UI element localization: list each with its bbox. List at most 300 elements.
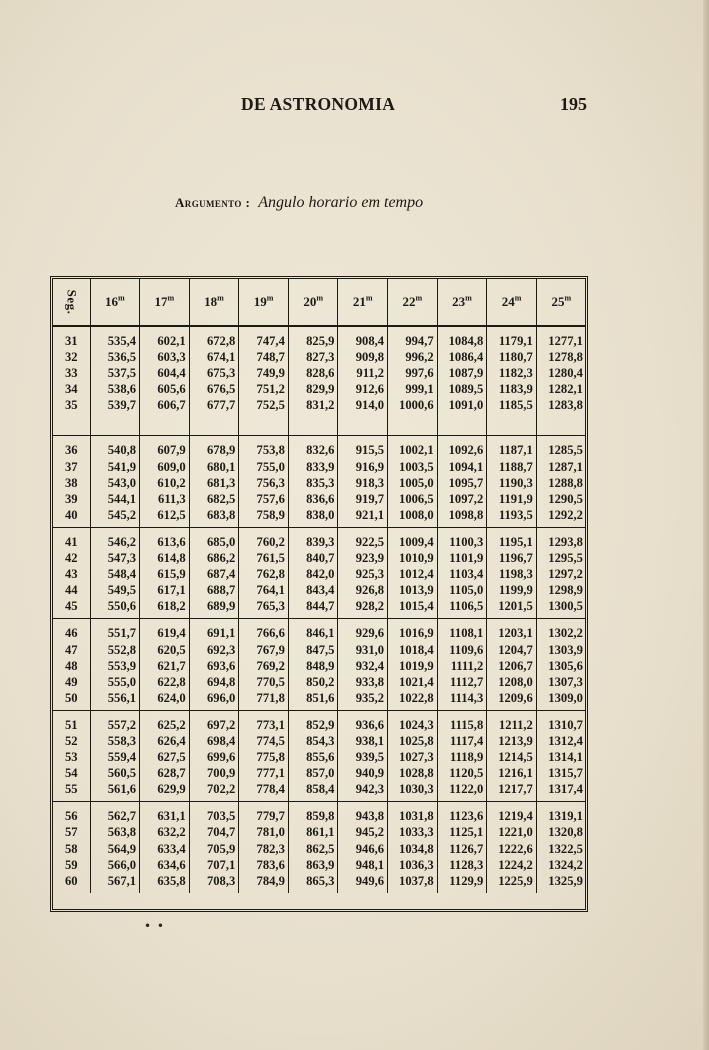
value-cell: 1123,6 [437,802,487,825]
value-cell: 563,8 [90,824,140,840]
minute-column-number: 21 [352,294,366,309]
value-cell: 540,8 [90,436,140,459]
value-cell: 912,6 [338,381,388,397]
value-cell: 556,1 [90,690,140,711]
table-row [53,749,586,765]
value-cell: 1198,3 [487,566,537,582]
minute-column-header [239,279,289,326]
value-cell: 775,8 [239,749,289,765]
value-cell: 1302,2 [536,619,586,642]
value-cell: 914,0 [338,397,388,436]
value-cell: 918,3 [338,475,388,491]
value-cell: 564,9 [90,841,140,857]
value-cell: 702,2 [189,781,239,802]
value-cell: 1100,3 [437,527,487,550]
value-cell: 1214,5 [487,749,537,765]
value-cell: 1208,0 [487,674,537,690]
minute-column-number: 19 [253,294,267,309]
value-cell: 946,6 [338,841,388,857]
value-cell: 555,0 [90,674,140,690]
value-cell: 680,1 [189,459,239,475]
value-cell: 1298,9 [536,582,586,598]
table-row [53,733,586,749]
value-cell: 1180,7 [487,349,537,365]
value-cell: 1128,3 [437,857,487,873]
value-cell: 851,6 [288,690,338,711]
table-row [53,491,586,507]
value-cell: 755,0 [239,459,289,475]
value-cell: 911,2 [338,365,388,381]
value-cell: 781,0 [239,824,289,840]
minute-column-number: 16 [104,294,118,309]
table-row [53,781,586,802]
value-cell: 550,6 [90,598,140,619]
minute-column-unit: m [514,293,522,303]
seconds-cell: 50 [53,690,90,711]
value-cell: 1221,0 [487,824,537,840]
table-row [53,824,586,840]
value-cell: 948,1 [338,857,388,873]
minute-column-header [536,279,586,326]
seconds-cell: 32 [64,350,78,365]
value-cell: 926,8 [338,582,388,598]
value-cell: 681,3 [189,475,239,491]
minute-column-number: 17 [154,294,168,309]
value-cell: 1196,7 [487,550,537,566]
value-cell: 541,9 [90,459,140,475]
minute-column-unit: m [316,293,323,303]
value-cell: 1320,8 [536,824,586,840]
value-cell: 535,4 [90,326,140,349]
value-cell: 700,9 [189,765,239,781]
value-cell: 618,2 [140,598,190,619]
value-cell: 747,4 [239,326,289,349]
value-cell: 1325,9 [536,873,586,893]
value-cell: 765,3 [239,598,289,619]
value-cell: 1006,5 [388,491,438,507]
value-cell: 1003,5 [388,459,438,475]
value-cell: 609,0 [140,459,190,475]
table-row [53,527,586,550]
value-cell: 925,3 [338,566,388,582]
table-row [53,674,586,690]
value-cell: 1125,1 [437,824,487,840]
value-cell: 756,3 [239,475,289,491]
value-cell: 561,6 [90,781,140,802]
value-cell: 1091,0 [437,397,487,436]
minute-column-unit: m [415,293,423,303]
value-cell: 1010,9 [388,550,438,566]
seconds-cell: 57 [64,825,78,840]
value-cell: 631,1 [140,802,190,825]
value-cell: 761,5 [239,550,289,566]
minute-column-number: 25 [551,294,565,309]
page-header [0,94,709,120]
seconds-cell: 36 [64,443,78,458]
value-cell: 1106,5 [437,598,487,619]
value-cell: 1219,4 [487,802,537,825]
value-cell: 1034,8 [388,841,438,857]
running-title: DE ASTRONOMIA [241,94,396,114]
table-row [53,658,586,674]
minute-column-unit: m [266,293,274,303]
value-cell: 771,8 [239,690,289,711]
table-row [53,857,586,873]
value-cell: 1024,3 [388,710,438,733]
value-cell: 1179,1 [487,326,537,349]
value-cell: 1028,8 [388,765,438,781]
value-cell: 1213,9 [487,733,537,749]
value-cell: 686,2 [189,550,239,566]
value-cell: 1295,5 [536,550,586,566]
value-cell: 752,5 [239,397,289,436]
value-cell: 1185,5 [487,397,537,436]
value-cell: 558,3 [90,733,140,749]
value-cell: 945,2 [338,824,388,840]
value-cell: 543,0 [90,475,140,491]
value-cell: 605,6 [140,381,190,397]
value-cell: 1303,9 [536,642,586,658]
minute-column-number: 18 [204,294,218,309]
value-cell: 683,8 [189,507,239,528]
value-cell: 707,1 [189,857,239,873]
value-cell: 694,8 [189,674,239,690]
value-cell: 908,4 [338,326,388,349]
value-cell: 1297,2 [536,566,586,582]
table-row [53,690,586,711]
table-row [53,765,586,781]
value-cell: 994,7 [388,326,438,349]
value-cell: 1283,8 [536,397,586,436]
value-cell: 548,4 [90,566,140,582]
value-cell: 857,0 [288,765,338,781]
table-row [53,436,586,459]
value-cell: 622,8 [140,674,190,690]
value-cell: 604,4 [140,365,190,381]
value-cell: 1129,9 [437,873,487,893]
seconds-cell: 54 [64,766,78,781]
table-header-row [53,279,586,326]
value-cell: 1203,1 [487,619,537,642]
value-cell: 850,2 [288,674,338,690]
value-cell: 1013,9 [388,582,438,598]
value-cell: 1037,8 [388,873,438,893]
value-cell: 551,7 [90,619,140,642]
value-cell: 1120,5 [437,765,487,781]
value-cell: 932,4 [338,658,388,674]
value-cell: 674,1 [189,349,239,365]
minute-column-header [338,279,388,326]
value-cell: 919,7 [338,491,388,507]
table-row [53,397,586,436]
value-cell: 635,8 [140,873,190,893]
value-cell: 764,1 [239,582,289,598]
value-cell: 611,3 [140,491,190,507]
value-cell: 704,7 [189,824,239,840]
value-cell: 1322,5 [536,841,586,857]
ephemeris-table-frame [50,276,588,912]
table-row [53,710,586,733]
value-cell: 545,2 [90,507,140,528]
minute-column-number: 20 [303,294,317,309]
table-row [53,642,586,658]
value-cell: 675,3 [189,365,239,381]
value-cell: 1112,7 [437,674,487,690]
value-cell: 1012,4 [388,566,438,582]
value-cell: 689,9 [189,598,239,619]
value-cell: 777,1 [239,765,289,781]
value-cell: 861,1 [288,824,338,840]
value-cell: 1009,4 [388,527,438,550]
value-cell: 999,1 [388,381,438,397]
value-cell: 782,3 [239,841,289,857]
table-row [53,619,586,642]
value-cell: 1278,8 [536,349,586,365]
value-cell: 1287,1 [536,459,586,475]
seconds-cell: 59 [64,857,78,872]
table-row [53,802,586,825]
value-cell: 1292,2 [536,507,586,528]
table-row [53,459,586,475]
argument-value: Angulo horario em tempo [258,194,424,211]
value-cell: 1224,2 [487,857,537,873]
value-cell: 858,4 [288,781,338,802]
value-cell: 859,8 [288,802,338,825]
value-cell: 629,9 [140,781,190,802]
value-cell: 692,3 [189,642,239,658]
table-row [53,873,586,893]
value-cell: 1089,5 [437,381,487,397]
value-cell: 748,7 [239,349,289,365]
value-cell: 1209,6 [487,690,537,711]
value-cell: 687,4 [189,566,239,582]
value-cell: 1307,3 [536,674,586,690]
table-row [53,566,586,582]
value-cell: 620,5 [140,642,190,658]
value-cell: 562,7 [90,802,140,825]
value-cell: 678,9 [189,436,239,459]
table-row [53,381,586,397]
minute-column-header [90,279,140,326]
value-cell: 1015,4 [388,598,438,619]
value-cell: 624,0 [140,690,190,711]
seconds-cell: 44 [64,583,78,598]
seconds-cell: 48 [64,658,78,673]
value-cell: 1206,7 [487,658,537,674]
value-cell: 1211,2 [487,710,537,733]
value-cell: 1094,1 [437,459,487,475]
value-cell: 854,3 [288,733,338,749]
table-row [53,598,586,619]
value-cell: 685,0 [189,527,239,550]
value-cell: 762,8 [239,566,289,582]
value-cell: 1036,3 [388,857,438,873]
seconds-cell: 41 [64,534,78,549]
value-cell: 1199,9 [487,582,537,598]
value-cell: 842,0 [288,566,338,582]
value-cell: 612,5 [140,507,190,528]
value-cell: 615,9 [140,566,190,582]
value-cell: 1033,3 [388,824,438,840]
seconds-cell: 35 [53,397,90,436]
value-cell: 607,9 [140,436,190,459]
value-cell: 1086,4 [437,349,487,365]
value-cell: 751,2 [239,381,289,397]
value-cell: 1288,8 [536,475,586,491]
value-cell: 847,5 [288,642,338,658]
value-cell: 1191,9 [487,491,537,507]
value-cell: 783,6 [239,857,289,873]
value-cell: 1002,1 [388,436,438,459]
value-cell: 1190,3 [487,475,537,491]
argument-label: Argumento : [175,195,251,210]
value-cell: 625,2 [140,710,190,733]
seconds-cell: 40 [53,507,90,528]
value-cell: 929,6 [338,619,388,642]
minute-column-unit: m [365,293,373,303]
value-cell: 1187,1 [487,436,537,459]
minute-column-unit: m [465,293,472,303]
value-cell: 936,6 [338,710,388,733]
minute-column-header [288,279,338,326]
value-cell: 1103,4 [437,566,487,582]
value-cell: 770,5 [239,674,289,690]
value-cell: 1005,0 [388,475,438,491]
value-cell: 1277,1 [536,326,586,349]
value-cell: 677,7 [189,397,239,436]
table-row [53,349,586,365]
value-cell: 626,4 [140,733,190,749]
value-cell: 928,2 [338,598,388,619]
seconds-cell: 37 [64,459,78,474]
value-cell: 862,5 [288,841,338,857]
value-cell: 1182,3 [487,365,537,381]
value-cell: 1225,9 [487,873,537,893]
printer-marks: • • [144,919,165,933]
value-cell: 1201,5 [487,598,537,619]
minute-column-header [437,279,487,326]
value-cell: 634,6 [140,857,190,873]
seconds-cell: 55 [53,781,90,802]
value-cell: 852,9 [288,710,338,733]
minute-column-number: 22 [402,294,416,309]
minute-column-header [487,279,537,326]
minute-column-header [189,279,239,326]
value-cell: 691,1 [189,619,239,642]
value-cell: 749,9 [239,365,289,381]
seconds-column-label: Seg. [64,289,80,315]
value-cell: 784,9 [239,873,289,893]
value-cell: 1022,8 [388,690,438,711]
minute-column-unit: m [217,293,224,303]
value-cell: 766,6 [239,619,289,642]
value-cell: 603,3 [140,349,190,365]
value-cell: 1314,1 [536,749,586,765]
value-cell: 552,8 [90,642,140,658]
value-cell: 778,4 [239,781,289,802]
seconds-cell: 42 [64,551,78,566]
value-cell: 938,1 [338,733,388,749]
value-cell: 1021,4 [388,674,438,690]
value-cell: 836,6 [288,491,338,507]
value-cell: 865,3 [288,873,338,893]
value-cell: 1095,7 [437,475,487,491]
table-row [53,582,586,598]
value-cell: 1027,3 [388,749,438,765]
value-cell: 1293,8 [536,527,586,550]
value-cell: 942,3 [338,781,388,802]
value-cell: 1084,8 [437,326,487,349]
value-cell: 688,7 [189,582,239,598]
value-cell: 760,2 [239,527,289,550]
value-cell: 602,1 [140,326,190,349]
value-cell: 1290,5 [536,491,586,507]
value-cell: 621,7 [140,658,190,674]
value-cell: 855,6 [288,749,338,765]
seconds-cell: 60 [64,873,78,888]
seconds-cell: 49 [64,674,78,689]
value-cell: 696,0 [189,690,239,711]
value-cell: 614,8 [140,550,190,566]
value-cell: 996,2 [388,349,438,365]
value-cell: 940,9 [338,765,388,781]
value-cell: 753,8 [239,436,289,459]
value-cell: 703,5 [189,802,239,825]
value-cell: 1030,3 [388,781,438,802]
value-cell: 829,9 [288,381,338,397]
value-cell: 1025,8 [388,733,438,749]
value-cell: 840,7 [288,550,338,566]
value-cell: 1117,4 [437,733,487,749]
value-cell: 825,9 [288,326,338,349]
value-cell: 1285,5 [536,436,586,459]
seconds-cell: 58 [64,841,78,856]
value-cell: 1114,3 [437,690,487,711]
value-cell: 538,6 [90,381,140,397]
value-cell: 831,2 [288,397,338,436]
minute-column-number: 23 [452,294,466,309]
value-cell: 1280,4 [536,365,586,381]
value-cell: 1111,2 [437,658,487,674]
value-cell: 559,4 [90,749,140,765]
value-cell: 848,9 [288,658,338,674]
value-cell: 1122,0 [437,781,487,802]
value-cell: 536,5 [90,349,140,365]
value-cell: 1324,2 [536,857,586,873]
value-cell: 1310,7 [536,710,586,733]
value-cell: 758,9 [239,507,289,528]
value-cell: 939,5 [338,749,388,765]
table-row [53,475,586,491]
page-number: 195 [560,94,587,114]
seconds-cell: 52 [64,733,78,748]
value-cell: 1305,6 [536,658,586,674]
value-cell: 1312,4 [536,733,586,749]
table-row [53,326,586,349]
value-cell: 627,5 [140,749,190,765]
value-cell: 935,2 [338,690,388,711]
seconds-cell: 53 [64,750,78,765]
seconds-cell: 39 [64,491,78,506]
value-cell: 544,1 [90,491,140,507]
value-cell: 1183,9 [487,381,537,397]
table-row [53,365,586,381]
value-cell: 1317,4 [536,781,586,802]
value-cell: 682,5 [189,491,239,507]
value-cell: 1115,8 [437,710,487,733]
value-cell: 779,7 [239,802,289,825]
value-cell: 539,7 [90,397,140,436]
